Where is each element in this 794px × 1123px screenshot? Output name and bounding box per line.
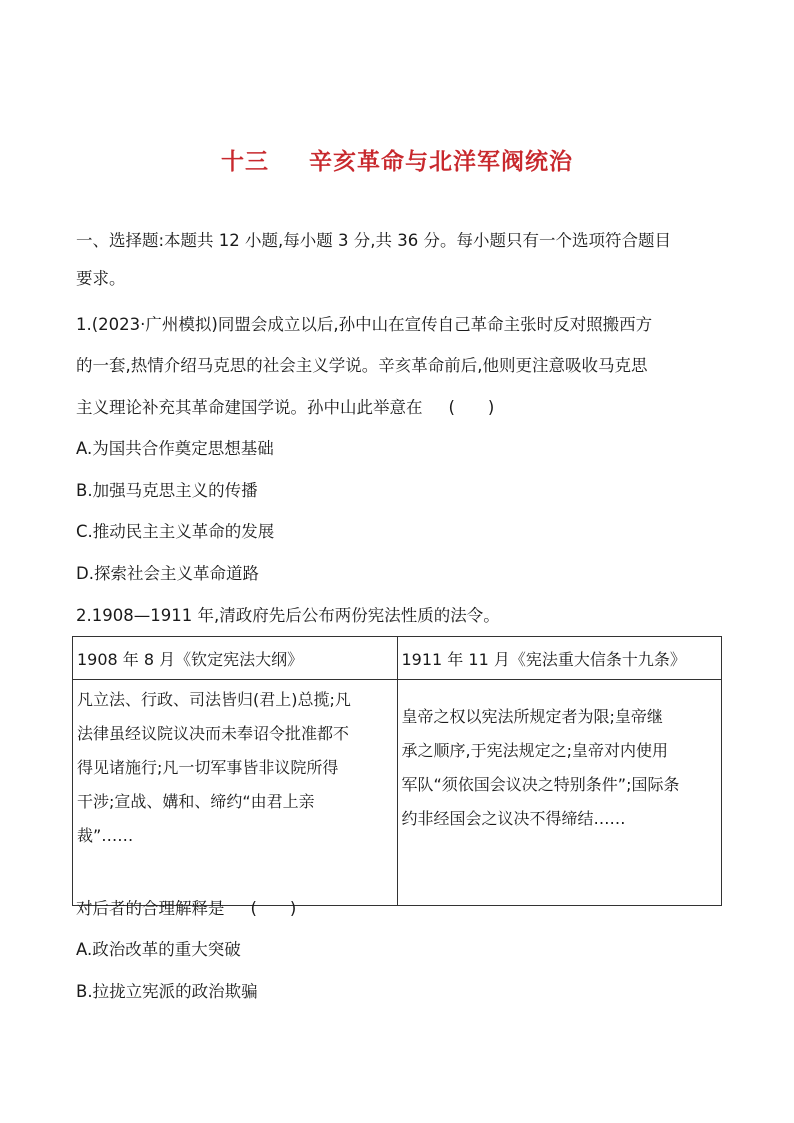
q1-stem-line-3 — [76, 397, 494, 419]
section-instruction-line-2: 要求。 — [76, 269, 126, 288]
q1-stem-line-1: 1.(2023·广州模拟)同盟会成立以后,孙中山在宣传自己革命主张时反对照搬西方 — [76, 315, 653, 334]
table-left-line: 法律虽经议院议决而未奉诏令批准都不 — [77, 724, 350, 743]
q1-stem-line-2: 的一套,热情介绍马克思的社会主义学说。辛亥革命前后,他则更注意吸收马克思 — [76, 356, 648, 375]
q2-option-b: B.拉拢立宪派的政治欺骗 — [76, 982, 258, 1001]
table-left-line: 干涉;宣战、媾和、缔约“由君上亲 — [77, 792, 315, 811]
q2-answer-blank: ( ) — [250, 899, 297, 918]
table-header-row — [73, 637, 722, 680]
table-right-line: 承之顺序,于宪法规定之;皇帝对内使用 — [401, 741, 668, 760]
chapter-title: 辛亥革命与北洋军阀统治 — [309, 149, 573, 175]
q1-option-b: B.加强马克思主义的传播 — [76, 481, 258, 500]
section-instruction-line-1: 一、选择题:本题共 12 小题,每小题 3 分,共 36 分。每小题只有一个选项符合题目 — [76, 231, 672, 250]
q1-answer-blank: ( ) — [448, 398, 495, 417]
table-left-line: 得见诸施行;凡一切军事皆非议院所得 — [77, 758, 339, 777]
q2-option-a: A.政治改革的重大突破 — [76, 940, 241, 959]
table-header-right: 1911 年 11 月《宪法重大信条十九条》 — [397, 637, 722, 680]
q1-option-c: C.推动民主主义革命的发展 — [76, 522, 275, 541]
q1-stem-text: 主义理论补充其革命建国学说。孙中山此举意在 — [76, 398, 423, 417]
table-right-line: 军队“须依国会议决之特别条件”;国际条 — [401, 775, 680, 794]
q1-option-a: A.为国共合作奠定思想基础 — [76, 439, 274, 458]
chapter-number: 十三 — [221, 149, 269, 175]
page-title — [0, 143, 794, 176]
q2-question-text: 对后者的合理解释是 — [76, 899, 225, 918]
table-right-line: 皇帝之权以宪法所规定者为限;皇帝继 — [401, 707, 663, 726]
table-cell-left — [73, 680, 398, 906]
table-right-line: 约非经国会之议决不得缔结…… — [401, 809, 626, 828]
q2-stem: 2.1908—1911 年,清政府先后公布两份宪法性质的法令。 — [76, 606, 500, 625]
table-cell-right — [397, 680, 722, 906]
table-body-row — [73, 680, 722, 906]
table-header-left: 1908 年 8 月《钦定宪法大纲》 — [73, 637, 398, 680]
q2-comparison-table — [72, 636, 722, 906]
table-left-line: 裁”…… — [77, 826, 134, 845]
q2-question-line — [76, 898, 296, 920]
table-left-line: 凡立法、行政、司法皆归(君上)总揽;凡 — [77, 690, 351, 709]
q1-option-d: D.探索社会主义革命道路 — [76, 564, 259, 583]
